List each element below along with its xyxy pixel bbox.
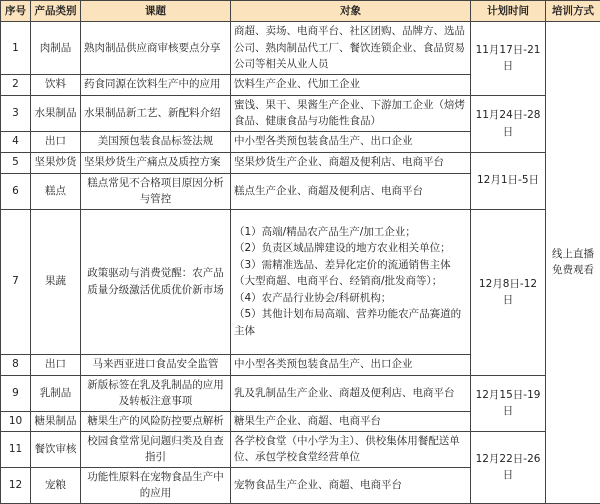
audience: 糕点生产企业、商超及便利店、电商平台 [231, 173, 471, 209]
table-row [1, 152, 600, 173]
audience-line: （3）需精准选品、差异化定价的流通销售主体（大型商超、电商平台、经销商/批发商等）； [234, 257, 467, 290]
product-category: 糕点 [31, 173, 81, 209]
course-topic: 政策驱动与消费觉醒：农产品质量分级激活优质优价新市场 [81, 209, 231, 354]
audience-line: （1）高端/精品农产品生产/加工企业； [234, 224, 467, 241]
schedule-date: 11月24日-28日 [471, 95, 546, 152]
table-row [1, 209, 600, 354]
audience: 商超、卖场、电商平台、社区团购、品牌方、选品公司、熟肉制品代工厂、餐饮连锁企业、食品贸易公司等相关从业人员 [231, 22, 471, 75]
course-topic: 药食同源在饮料生产中的应用 [81, 74, 231, 95]
table-row [1, 95, 600, 131]
header-schedule: 计划时间 [471, 1, 546, 22]
schedule-date: 12月8日-12日 [471, 209, 546, 375]
header-no: 序号 [1, 1, 31, 22]
audience: 宠物食品生产企业、商超、电商平台 [231, 467, 471, 503]
audience: 蜜饯、果干、果酱生产企业、下游加工企业（焙烤食品、健康食品与功能性食品） [231, 95, 471, 131]
row-number: 7 [1, 209, 31, 354]
product-category: 出口 [31, 131, 81, 152]
row-number: 4 [1, 131, 31, 152]
audience: 中小型各类预包装食品生产、出口企业 [231, 131, 471, 152]
schedule-date: 12月15日-19日 [471, 375, 546, 431]
course-topic: 坚果炒货生产痛点及质控方案 [81, 152, 231, 173]
course-topic: 水果制品新工艺、新配料介绍 [81, 95, 231, 131]
row-number: 9 [1, 375, 31, 411]
table-row [1, 431, 600, 467]
product-category: 宠粮 [31, 467, 81, 503]
row-number: 5 [1, 152, 31, 173]
course-topic: 糕点常见不合格项目原因分析与管控 [81, 173, 231, 209]
schedule-date: 12月1日-5日 [471, 152, 546, 209]
audience-line: （5）其他计划布局高端、营养功能农产品赛道的主体 [234, 306, 467, 339]
audience: 糖果生产企业、商超、电商平台 [231, 411, 471, 431]
product-category: 乳制品 [31, 375, 81, 411]
audience: 坚果炒货生产企业、商超及便利店、电商平台 [231, 152, 471, 173]
course-topic: 功能性原料在宠物食品生产中的应用 [81, 467, 231, 503]
audience: 中小型各类预包装食品生产、出口企业 [231, 354, 471, 375]
table-row [1, 22, 600, 75]
audience: 饮料生产企业、代加工企业 [231, 74, 471, 95]
header-row [1, 1, 600, 22]
row-number: 2 [1, 74, 31, 95]
header-topic: 课题 [81, 1, 231, 22]
product-category: 出口 [31, 354, 81, 375]
row-number: 12 [1, 467, 31, 503]
product-category: 糖果制品 [31, 411, 81, 431]
training-method-line: 线上直播 [549, 246, 597, 263]
row-number: 11 [1, 431, 31, 467]
training-method [546, 22, 600, 504]
audience-line: （4）农产品行业协会/科研机构； [234, 290, 467, 307]
product-category: 饮料 [31, 74, 81, 95]
product-category: 水果制品 [31, 95, 81, 131]
header-category: 产品类别 [31, 1, 81, 22]
product-category: 肉制品 [31, 22, 81, 75]
audience: 乳及乳制品生产企业、商超及便利店、电商平台 [231, 375, 471, 411]
course-topic: 马来西亚进口食品安全监管 [81, 354, 231, 375]
audience-line: （2）负责区域品牌建设的地方农业相关单位； [234, 240, 467, 257]
training-method-line: 免费观看 [549, 262, 597, 279]
header-method: 培训方式 [546, 1, 600, 22]
schedule-date: 12月22日-26日 [471, 431, 546, 503]
schedule-date: 11月17日-21日 [471, 22, 546, 96]
product-category: 果蔬 [31, 209, 81, 354]
product-category: 餐饮审核 [31, 431, 81, 467]
audience: 各学校食堂（中小学为主）、供校集体用餐配送单位、承包学校食堂经营单位 [231, 431, 471, 467]
course-topic: 糖果生产的风险防控要点解析 [81, 411, 231, 431]
header-audience: 对象 [231, 1, 471, 22]
table-row [1, 375, 600, 411]
course-topic: 美国预包装食品标签法规 [81, 131, 231, 152]
course-topic: 新版标签在乳及乳制品的应用及转板注意事项 [81, 375, 231, 411]
course-topic: 校园食堂常见问题归类及自查指引 [81, 431, 231, 467]
row-number: 1 [1, 22, 31, 75]
product-category: 坚果炒货 [31, 152, 81, 173]
audience [231, 209, 471, 354]
row-number: 6 [1, 173, 31, 209]
row-number: 8 [1, 354, 31, 375]
row-number: 10 [1, 411, 31, 431]
row-number: 3 [1, 95, 31, 131]
course-topic: 熟肉制品供应商审核要点分享 [81, 22, 231, 75]
